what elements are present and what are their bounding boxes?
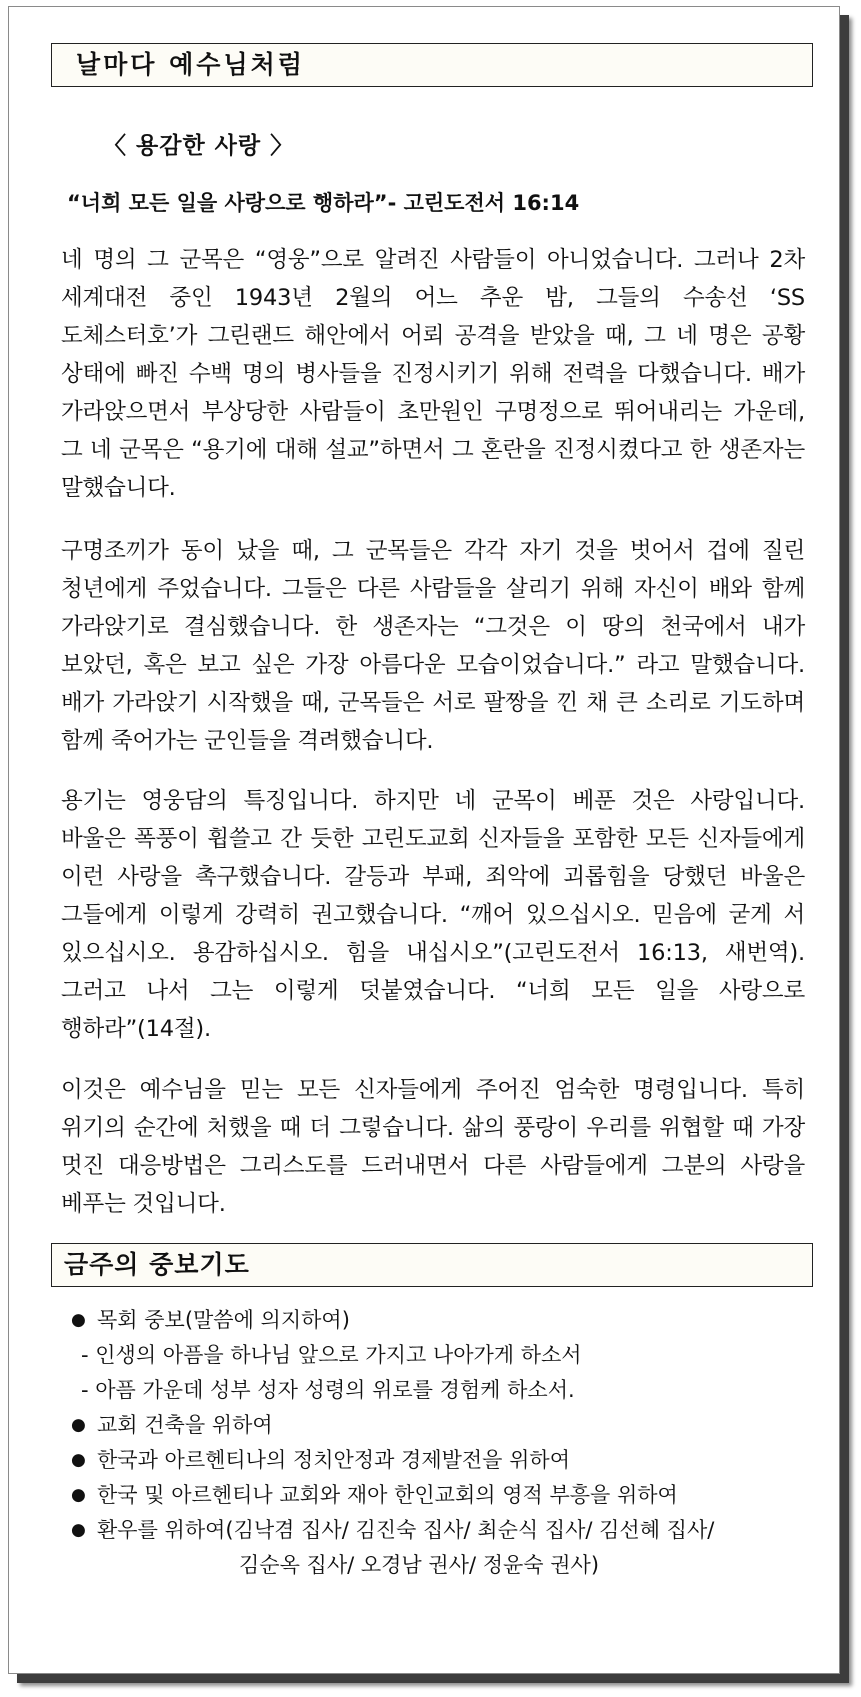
bullet-icon: ● (71, 1450, 86, 1470)
prayer-item-text: 한국과 아르헨티나의 정치안정과 경제발전을 위하여 (97, 1448, 570, 1472)
paragraph-1: 네 명의 그 군목은 “영웅”으로 알려진 사람들이 아니었습니다. 그러나 2차 세계대전 중인 1943년 2월의 어느 추운 밤, 그들의 수송선 ‘SS 도체스터호’가 그린랜드 해안에서 어뢰 공격을 받았을 때, 그 네 명은 공황 상태에 빠진 수백 명의 병사들을 진정시키기 위해 전력을 다했습니다. 배가 가라앉으면서 부상당한 사람들이 초만원인 구명정으로 뛰어내리는 가운데, 그 네 군목은 “용기에 대해 설교”하면서 그 혼란을 진정시켰다고 한 생존자는 말했습니다. (61, 247, 805, 501)
prayer-item (69, 1443, 819, 1478)
bullet-icon: ● (71, 1310, 86, 1330)
prayer-item-text: 교회 건축을 위하여 (97, 1413, 273, 1437)
page-title-box (51, 43, 813, 87)
page-title: 날마다 예수님처럼 (76, 50, 305, 79)
prayer-item (69, 1408, 819, 1443)
prayer-sub-item: - 인생의 아픔을 하나님 앞으로 가지고 나아가게 하소서 (81, 1343, 582, 1367)
prayer-item (69, 1478, 819, 1513)
paragraph-2: 구명조끼가 동이 났을 때, 그 군목들은 각각 자기 것을 벗어서 겁에 질린 청년에게 주었습니다. 그들은 다른 사람들을 살리기 위해 자신이 배와 함께 가라앉기로 결심했습니다. 한 생존자는 “그것은 이 땅의 천국에서 내가 보았던, 혹은 보고 싶은 가장 아름다운 모습이었습니다.” 라고 말했습니다. 배가 가라앉기 시작했을 때, 군목들은 서로 팔짱을 낀 채 큰 소리로 기도하며 함께 죽어가는 군인들을 격려했습니다. (61, 538, 805, 754)
devotion-subtitle: 〈 용감한 사랑 〉 (103, 133, 295, 159)
prayer-item-text: 환우를 위하여(김낙겸 집사/ 김진숙 집사/ 최순식 집사/ 김선혜 집사/ (97, 1518, 715, 1542)
bullet-icon: ● (71, 1520, 86, 1540)
prayer-section-title-box (51, 1243, 813, 1287)
bullet-icon: ● (71, 1415, 86, 1435)
prayer-section-title: 금주의 중보기도 (64, 1250, 250, 1279)
prayer-item (69, 1513, 819, 1548)
prayer-sub-item: - 아픔 가운데 성부 성자 성령의 위로를 경험케 하소서. (81, 1378, 575, 1402)
prayer-item-text: 목회 중보(말씀에 의지하여) (97, 1308, 350, 1332)
paragraph-3: 용기는 영웅담의 특징입니다. 하지만 네 군목이 베푼 것은 사랑입니다. 바울은 폭풍이 휩쓸고 간 듯한 고린도교회 신자들을 포함한 모든 신자들에게 이런 사랑을 촉구했습니다. 갈등과 부패, 죄악에 괴롭힘을 당했던 바울은 그들에게 이렇게 강력히 권고했습니다. “깨어 있으십시오. 믿음에 굳게 서 있으십시오. 용감하십시오. 힘을 내십시오”(고린도전서 16:13, 새번역). 그러고 나서 그는 이렇게 덧붙였습니다. “너희 모든 일을 사랑으로 행하라”(14절). (61, 788, 805, 1042)
prayer-item-text: 한국 및 아르헨티나 교회와 재아 한인교회의 영적 부흥을 위하여 (97, 1483, 678, 1507)
bullet-icon: ● (71, 1485, 86, 1505)
prayer-item (69, 1303, 819, 1338)
page-sheet (8, 6, 840, 1674)
prayer-item-continuation: 김순옥 집사/ 오경남 권사/ 정윤숙 권사) (239, 1553, 600, 1577)
scripture-verse: “너희 모든 일을 사랑으로 행하라”- 고린도전서 16:14 (67, 191, 580, 215)
paragraph-4: 이것은 예수님을 믿는 모든 신자들에게 주어진 엄숙한 명령입니다. 특히 위기의 순간에 처했을 때 더 그렇습니다. 삶의 풍랑이 우리를 위협할 때 가장 멋진 대응방법은 그리스도를 드러내면서 다른 사람들에게 그분의 사랑을 베푸는 것입니다. (61, 1077, 805, 1217)
prayer-list (69, 1303, 819, 1583)
